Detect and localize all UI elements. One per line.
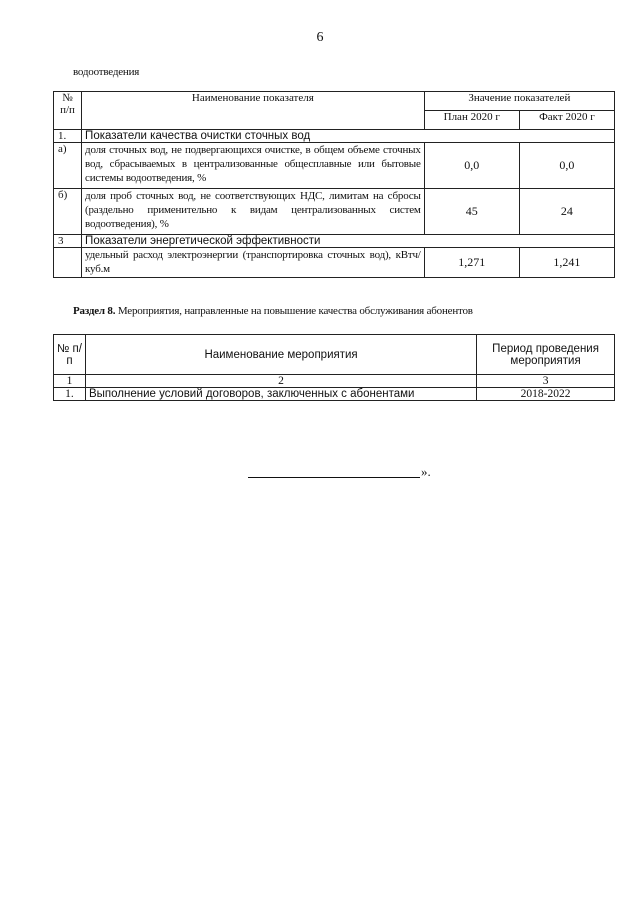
row-num: 1.	[54, 130, 82, 143]
indicators-table	[53, 91, 615, 278]
closing-quote: ».	[421, 464, 431, 479]
col-number: 3	[477, 375, 615, 388]
intro-text: водоотведения	[73, 66, 140, 78]
header-values-group: Значение показателей	[424, 92, 614, 111]
section-label: Раздел 8.	[73, 305, 116, 317]
row-num: 3	[54, 235, 82, 248]
row-num: 1.	[54, 388, 86, 401]
header-fact: Факт 2020 г	[519, 111, 614, 130]
section-title: Мероприятия, направленные на повышение качества обслуживания абонентов	[117, 305, 473, 317]
table-row	[54, 143, 615, 189]
section-heading	[73, 305, 473, 317]
signature-line	[248, 477, 420, 478]
header-period: Период проведения мероприятия	[477, 335, 615, 375]
table-row	[54, 235, 615, 248]
table-row	[54, 388, 615, 401]
row-indicator-name: удельный расход электроэнергии (транспортировка сточных вод), кВтч/куб.м	[82, 248, 425, 278]
table-row	[54, 189, 615, 235]
col-number: 1	[54, 375, 86, 388]
row-plan-value: 45	[424, 189, 519, 235]
measures-table	[53, 334, 615, 401]
col-number: 2	[85, 375, 476, 388]
table-row	[54, 248, 615, 278]
header-num: № п/п	[54, 335, 86, 375]
section-row-title: Показатели качества очистки сточных вод	[82, 130, 615, 143]
page-number: 6	[316, 30, 324, 45]
header-plan: План 2020 г	[424, 111, 519, 130]
row-num: а)	[54, 143, 82, 189]
row-period: 2018-2022	[477, 388, 615, 401]
row-indicator-name: доля сточных вод, не подвергающихся очистке, в общем объеме сточных вод, сбрасываемых в централизованные общесплавные или бытовые системы водоотведения, %	[82, 143, 425, 189]
row-indicator-name: доля проб сточных вод, не соответствующих НДС, лимитам на сбросы (раздельно применительно к видам централизованных систем водоотведения), %	[82, 189, 425, 235]
header-num: № п/п	[54, 92, 82, 130]
column-number-row	[54, 375, 615, 388]
row-fact-value: 1,241	[519, 248, 614, 278]
row-plan-value: 0,0	[424, 143, 519, 189]
row-num: б)	[54, 189, 82, 235]
section-row-title: Показатели энергетической эффективности	[82, 235, 615, 248]
header-indicator-name: Наименование показателя	[82, 92, 425, 130]
row-measure-name: Выполнение условий договоров, заключенных с абонентами	[85, 388, 476, 401]
header-measure-name: Наименование мероприятия	[85, 335, 476, 375]
row-num	[54, 248, 82, 278]
row-fact-value: 24	[519, 189, 614, 235]
row-fact-value: 0,0	[519, 143, 614, 189]
table-row	[54, 130, 615, 143]
row-plan-value: 1,271	[424, 248, 519, 278]
